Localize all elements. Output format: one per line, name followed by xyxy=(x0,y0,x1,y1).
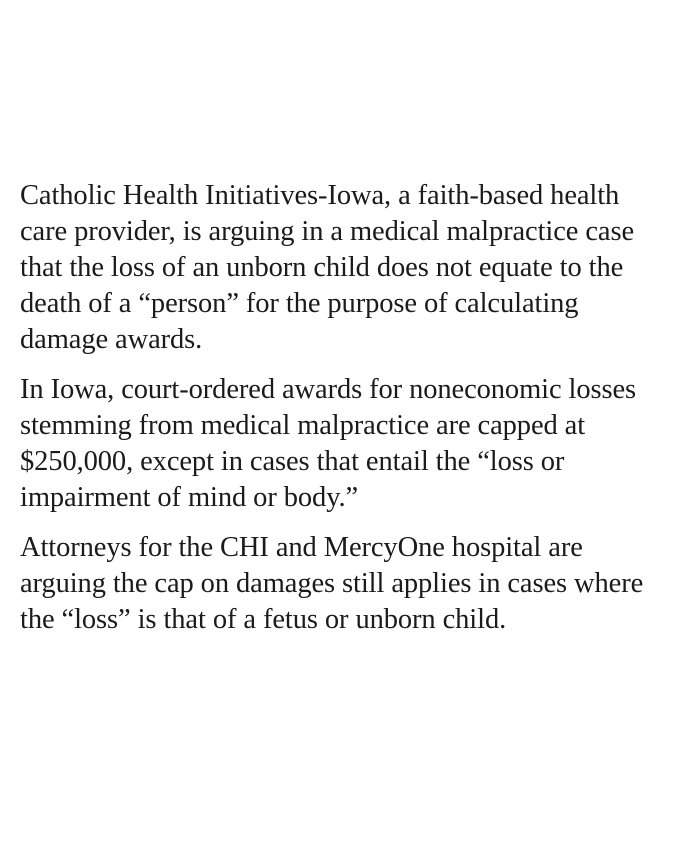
article-body xyxy=(20,178,670,638)
article-paragraph-2: In Iowa, court-ordered awards for noneconomic losses stemming from medical malpractice are capped at $250,000, except in cases that entail the “loss or impairment of mind or body.” xyxy=(20,374,637,513)
article-paragraph-3: Attorneys for the CHI and MercyOne hospital are arguing the cap on damages still applies in cases where the “loss” is that of a fetus or unborn child. xyxy=(20,532,644,635)
article-paragraph-1: Catholic Health Initiatives-Iowa, a faith-based health care provider, is arguing in a medical malpractice case that the loss of an unborn child does not equate to the death of a “person” for the purpose of calculating damage awards. xyxy=(20,180,634,355)
